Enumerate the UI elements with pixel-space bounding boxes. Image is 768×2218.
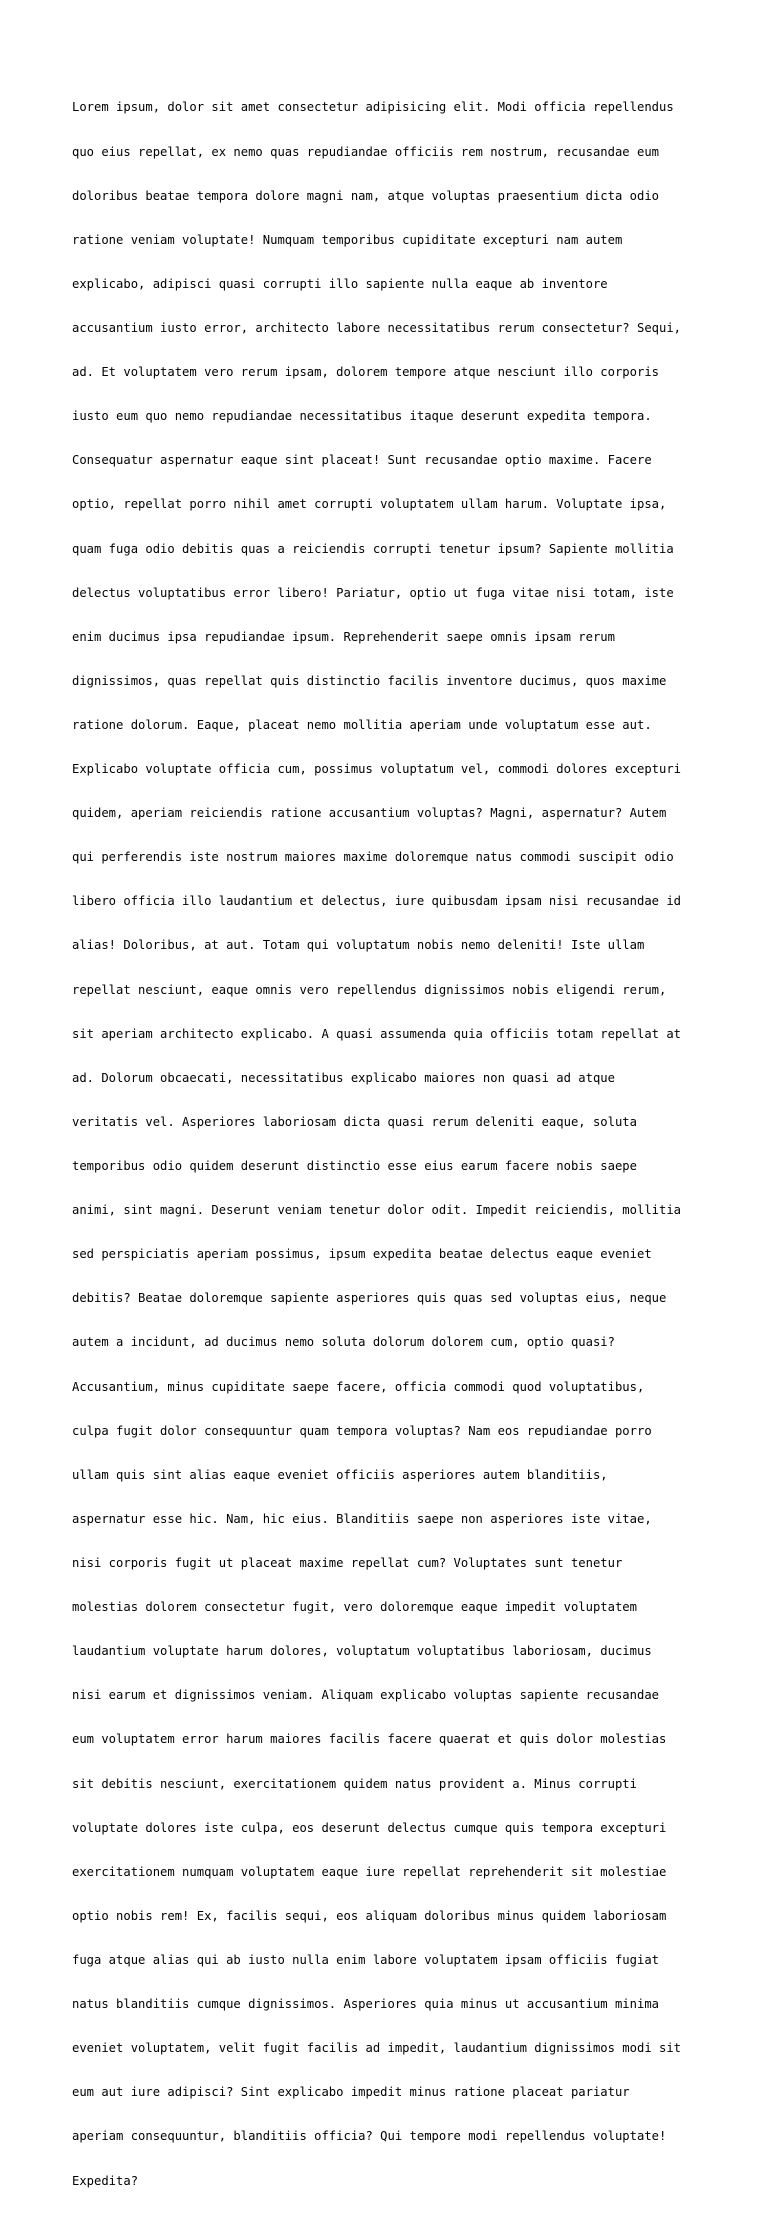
text-line: molestias dolorem consectetur fugit, vero doloremque eaque impedit voluptatem	[72, 1600, 637, 1615]
text-line: debitis? Beatae doloremque sapiente asperiores quis quas sed voluptas eius, neque	[72, 1291, 667, 1306]
text-line: iusto eum quo nemo repudiandae necessitatibus itaque deserunt expedita tempora.	[72, 409, 652, 424]
text-line: alias! Doloribus, at aut. Totam qui voluptatum nobis nemo deleniti! Iste ullam	[72, 938, 645, 953]
text-line: ad. Et voluptatem vero rerum ipsam, dolorem tempore atque nesciunt illo corporis	[72, 365, 659, 380]
text-line: sit debitis nesciunt, exercitationem quidem natus provident a. Minus corrupti	[72, 1776, 637, 1791]
text-line: optio, repellat porro nihil amet corrupti voluptatem ullam harum. Voluptate ipsa,	[72, 497, 667, 512]
text-line: Accusantium, minus cupiditate saepe facere, officia commodi quod voluptatibus,	[72, 1379, 645, 1394]
text-line: animi, sint magni. Deserunt veniam tenetur dolor odit. Impedit reiciendis, mollitia	[72, 1203, 682, 1218]
text-line: libero officia illo laudantium et delectus, iure quibusdam ipsam nisi recusandae id	[72, 894, 682, 909]
text-line: qui perferendis iste nostrum maiores maxime doloremque natus commodi suscipit odio	[72, 850, 674, 865]
text-line: nisi earum et dignissimos veniam. Aliquam explicabo voluptas sapiente recusandae	[72, 1688, 659, 1703]
body-paragraph	[72, 71, 712, 2218]
text-line: voluptate dolores iste culpa, eos deserunt delectus cumque quis tempora excepturi	[72, 1820, 667, 1835]
text-line: Lorem ipsum, dolor sit amet consectetur adipisicing elit. Modi officia repellendus	[72, 100, 674, 115]
text-line: optio nobis rem! Ex, facilis sequi, eos aliquam doloribus minus quidem laboriosam	[72, 1908, 667, 1923]
text-line: quo eius repellat, ex nemo quas repudiandae officiis rem nostrum, recusandae eum	[72, 144, 659, 159]
text-line: nisi corporis fugit ut placeat maxime repellat cum? Voluptates sunt tenetur	[72, 1556, 623, 1571]
text-line: sit aperiam architecto explicabo. A quasi assumenda quia officiis totam repellat at	[72, 1026, 682, 1041]
text-line: eveniet voluptatem, velit fugit facilis ad impedit, laudantium dignissimos modi sit	[72, 2041, 682, 2056]
text-line: eum voluptatem error harum maiores facilis facere quaerat et quis dolor molestias	[72, 1732, 667, 1747]
text-line: ratione veniam voluptate! Numquam temporibus cupiditate excepturi nam autem	[72, 232, 623, 247]
text-line: explicabo, adipisci quasi corrupti illo sapiente nulla eaque ab inventore	[72, 276, 608, 291]
text-line: quidem, aperiam reiciendis ratione accusantium voluptas? Magni, aspernatur? Autem	[72, 806, 667, 821]
text-line: culpa fugit dolor consequuntur quam tempora voluptas? Nam eos repudiandae porro	[72, 1423, 652, 1438]
text-line: ad. Dolorum obcaecati, necessitatibus explicabo maiores non quasi ad atque	[72, 1070, 615, 1085]
text-line: ullam quis sint alias eaque eveniet officiis asperiores autem blanditiis,	[72, 1467, 608, 1482]
text-line: veritatis vel. Asperiores laboriosam dicta quasi rerum deleniti eaque, soluta	[72, 1114, 637, 1129]
text-line: eum aut iure adipisci? Sint explicabo impedit minus ratione placeat pariatur	[72, 2085, 630, 2100]
text-line: fuga atque alias qui ab iusto nulla enim labore voluptatem ipsam officiis fugiat	[72, 1953, 659, 1967]
text-line: autem a incidunt, ad ducimus nemo soluta dolorum dolorem cum, optio quasi?	[72, 1335, 615, 1350]
text-line: natus blanditiis cumque dignissimos. Asperiores quia minus ut accusantium minima	[72, 1997, 659, 2012]
text-line: dignissimos, quas repellat quis distinctio facilis inventore ducimus, quos maxime	[72, 673, 667, 688]
text-line: temporibus odio quidem deserunt distinctio esse eius earum facere nobis saepe	[72, 1159, 637, 1174]
text-line: aspernatur esse hic. Nam, hic eius. Blanditiis saepe non asperiores iste vitae,	[72, 1511, 652, 1526]
text-line: Explicabo voluptate officia cum, possimus voluptatum vel, commodi dolores excepturi	[72, 762, 682, 777]
text-line: delectus voluptatibus error libero! Pariatur, optio ut fuga vitae nisi totam, iste	[72, 585, 674, 600]
text-line: accusantium iusto error, architecto labore necessitatibus rerum consectetur? Sequi,	[72, 320, 682, 335]
text-line: quam fuga odio debitis quas a reiciendis corrupti tenetur ipsum? Sapiente mollitia	[72, 541, 674, 556]
text-line: laudantium voluptate harum dolores, voluptatum voluptatibus laboriosam, ducimus	[72, 1644, 652, 1659]
text-line: exercitationem numquam voluptatem eaque iure repellat reprehenderit sit molestiae	[72, 1864, 667, 1879]
text-line: ratione dolorum. Eaque, placeat nemo mollitia aperiam unde voluptatum esse aut.	[72, 717, 652, 732]
text-line: repellat nesciunt, eaque omnis vero repellendus dignissimos nobis eligendi rerum,	[72, 982, 667, 997]
text-line: aperiam consequuntur, blanditiis officia? Qui tempore modi repellendus voluptate!	[72, 2129, 667, 2144]
text-line: Consequatur aspernatur eaque sint placeat! Sunt recusandae optio maxime. Facere	[72, 453, 652, 468]
text-line: Expedita?	[72, 2173, 139, 2188]
text-line: enim ducimus ipsa repudiandae ipsum. Reprehenderit saepe omnis ipsam rerum	[72, 629, 615, 644]
text-line: doloribus beatae tempora dolore magni nam, atque voluptas praesentium dicta odio	[72, 188, 659, 203]
text-line: sed perspiciatis aperiam possimus, ipsum expedita beatae delectus eaque eveniet	[72, 1247, 652, 1262]
